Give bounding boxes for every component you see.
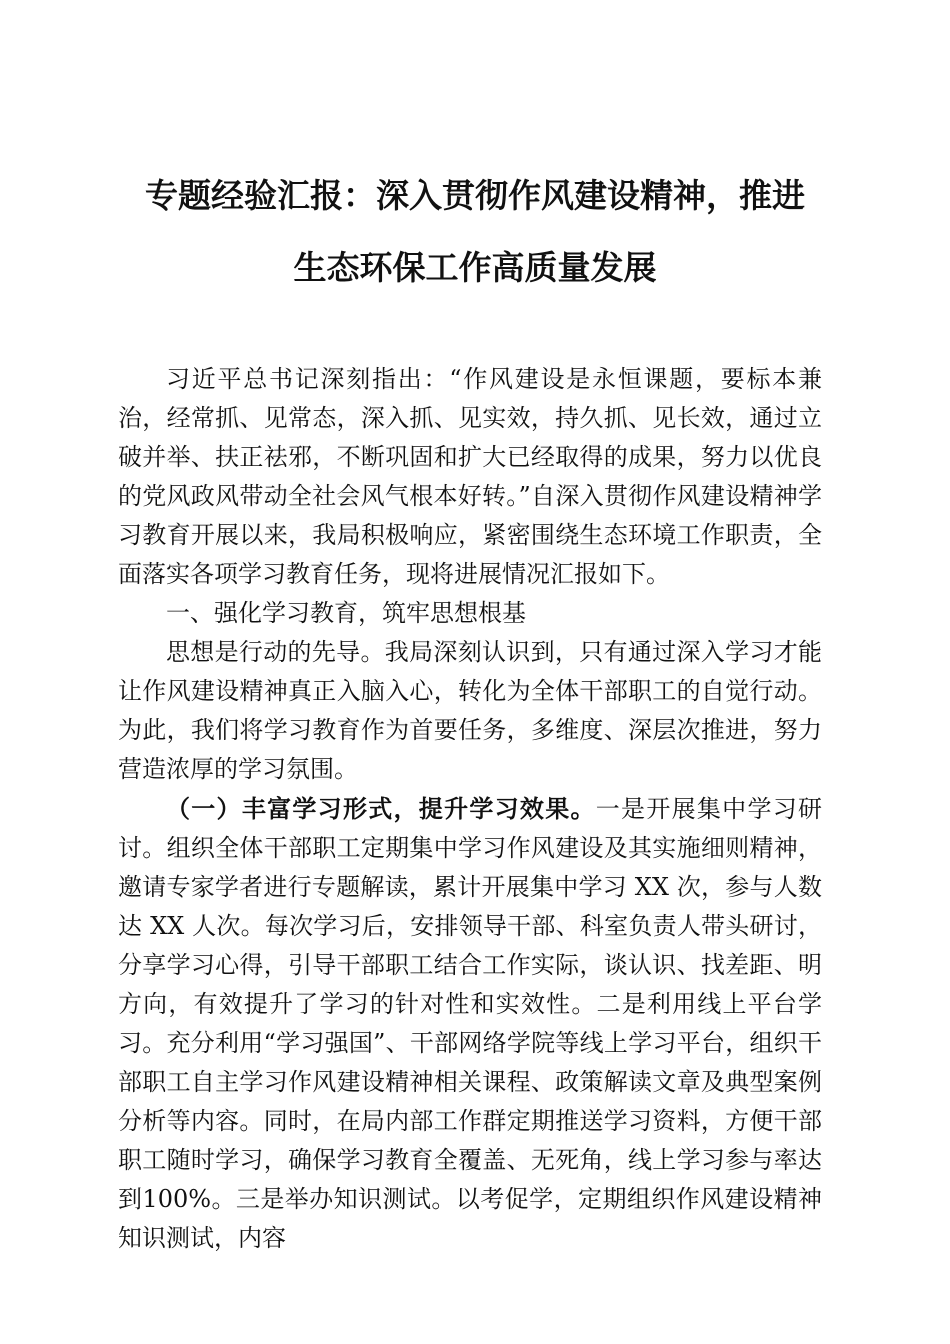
subsection-1-heading: （一）丰富学习形式，提升学习效果。: [166, 794, 596, 823]
subsection-1-text: 一是开展集中学习研讨。组织全体干部职工定期集中学习作风建设及其实施细则精神，邀请专家学者进行专题解读，累计开展集中学习 XX 次，参与人数达 XX 人次。每次学习后，安排领导干部、科室负责人带头研讨，分享学习心得，引导干部职工结合工作实际，谈认识、找差距、明方向，有效提升了学习的针对性和实效性。二是利用线上平台学习。充分利用“学习强国”、干部网络学院等线上学习平台，组织干部职工自主学习作风建设精神相关课程、政策解读文章及典型案例分析等内容。同时，在局内部工作群定期推送学习资料，方便干部职工随时学习，确保学习教育全覆盖、无死角，线上学习参与率达到100%。三是举办知识测试。以考促学，定期组织作风建设精神知识测试，内容: [118, 795, 823, 1252]
document-body: [118, 360, 822, 1258]
document-title-line-2: 生态环保工作高质量发展: [293, 248, 657, 287]
section-heading-1: 一、强化学习教育，筑牢思想根基: [166, 599, 526, 627]
section-1-paragraph: 思想是行动的先导。我局深刻认识到，只有通过深入学习才能让作风建设精神真正入脑入心，转化为全体干部职工的自觉行动。为此，我们将学习教育作为首要任务，多维度、深层次推进，努力营造浓厚的学习氛围。: [118, 638, 822, 783]
document-title-line-1: 专题经验汇报：深入贯彻作风建设精神，推进: [145, 176, 805, 215]
intro-paragraph: 习近平总书记深刻指出：“作风建设是永恒课题，要标本兼治，经常抓、见常态，深入抓、见实效，持久抓、见长效，通过立破并举、扶正祛邪，不断巩固和扩大已经取得的成果，努力以优良的党风政风带动全社会风气根本好转。”自深入贯彻作风建设精神学习教育开展以来，我局积极响应，紧密围绕生态环境工作职责，全面落实各项学习教育任务，现将进展情况汇报如下。: [118, 365, 822, 588]
subsection-1-paragraph: [118, 789, 822, 1258]
